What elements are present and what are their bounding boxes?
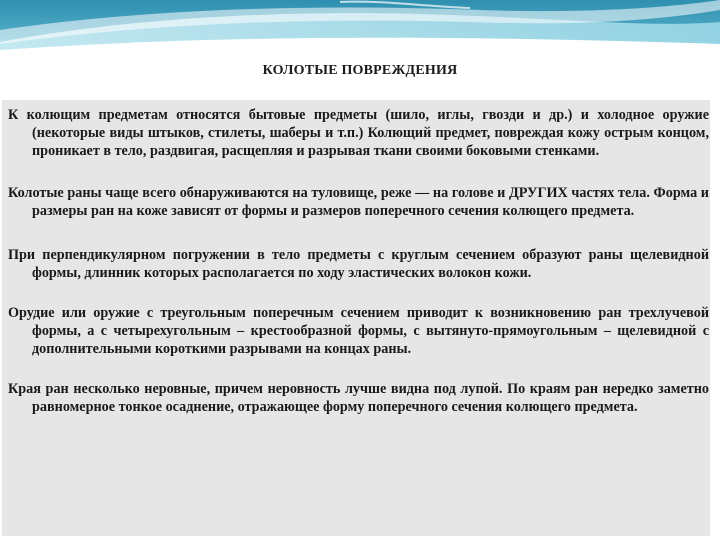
header-decoration [0, 0, 720, 58]
content-panel [2, 100, 710, 536]
paragraph-wound-location: Колотые раны чаще всего обнаруживаются на туловище, реже — на голове и ДРУГИХ частях тела. Форма и размеры ран на коже зависят от формы и размеров поперечного сечения колющего предмета. [8, 185, 709, 219]
paragraph-wound-edges: Края ран несколько неровные, причем неровность лучше видна под лупой. По краям ран нередко заметно равномерное тонкое осаднение, отражающее форму поперечного сечения колющего предмета. [8, 381, 709, 415]
paragraph-round-section: При перпендикулярном погружении в тело предметы с круглым сечением образуют раны щелевидной формы, длинник которых располагается по ходу эластических волокон кожи. [8, 247, 709, 281]
paragraph-triangular-section: Орудие или оружие с треугольным поперечным сечением приводит к возникновению ран трехлучевой формы, а с четырехугольным – крестообразной формы, с вытянуто-прямоугольным – щелевидной с дополнительными короткими разрывами на концах раны. [8, 305, 709, 357]
slide-title: КОЛОТЫЕ ПОВРЕЖДЕНИЯ [262, 63, 458, 78]
paragraph-piercing-objects: К колющим предметам относятся бытовые предметы (шило, иглы, гвозди и др.) и холодное оружие (некоторые виды штыков, стилеты, шаберы и т.п.) Колющий предмет, повреждая кожу острым концом, проникает в тело, раздвигая, расщепляя и разрывая ткани своими боковыми стенками. [8, 107, 709, 159]
